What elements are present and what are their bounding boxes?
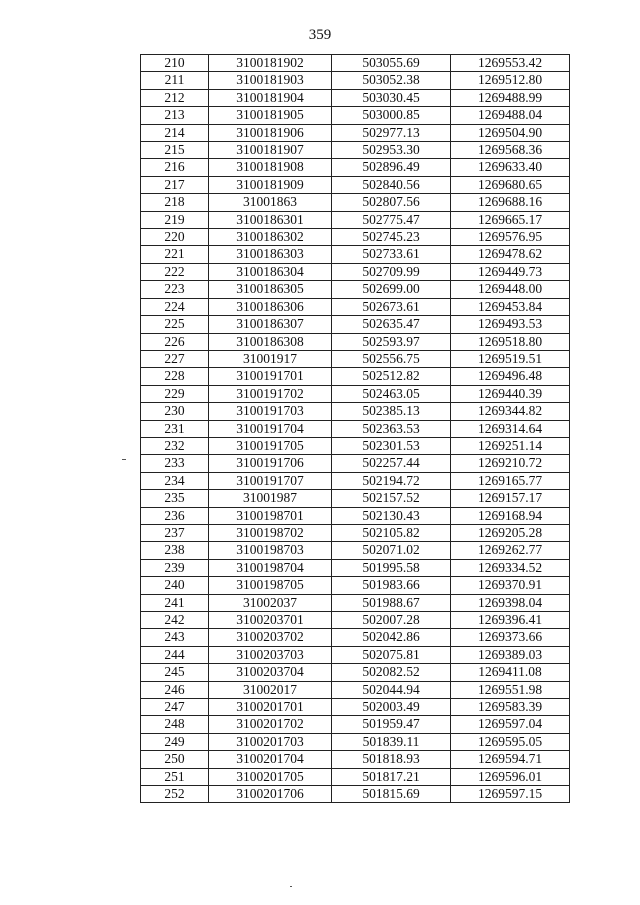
x-coordinate-cell: 502733.61 — [332, 246, 451, 263]
y-coordinate-cell: 1269553.42 — [451, 55, 570, 72]
table-row — [141, 229, 570, 246]
point-id-cell: 3100201704 — [209, 751, 332, 768]
point-number-cell: 215 — [141, 142, 209, 159]
point-number-cell: 218 — [141, 194, 209, 211]
point-number-cell: 217 — [141, 176, 209, 193]
point-number-cell: 248 — [141, 716, 209, 733]
x-coordinate-cell: 502075.81 — [332, 646, 451, 663]
table-row — [141, 263, 570, 280]
table-row — [141, 142, 570, 159]
point-id-cell: 31001917 — [209, 350, 332, 367]
table-row — [141, 420, 570, 437]
point-number-cell: 213 — [141, 107, 209, 124]
x-coordinate-cell: 502007.28 — [332, 612, 451, 629]
point-id-cell: 3100181903 — [209, 72, 332, 89]
point-id-cell: 3100186301 — [209, 211, 332, 228]
x-coordinate-cell: 501983.66 — [332, 577, 451, 594]
table-row — [141, 89, 570, 106]
y-coordinate-cell: 1269594.71 — [451, 751, 570, 768]
x-coordinate-cell: 502673.61 — [332, 298, 451, 315]
point-id-cell: 3100186303 — [209, 246, 332, 263]
x-coordinate-cell: 503030.45 — [332, 89, 451, 106]
y-coordinate-cell: 1269453.84 — [451, 298, 570, 315]
table-row — [141, 437, 570, 454]
y-coordinate-cell: 1269344.82 — [451, 403, 570, 420]
y-coordinate-cell: 1269411.08 — [451, 664, 570, 681]
point-id-cell: 3100198703 — [209, 542, 332, 559]
point-number-cell: 245 — [141, 664, 209, 681]
x-coordinate-cell: 502105.82 — [332, 524, 451, 541]
point-number-cell: 222 — [141, 263, 209, 280]
point-id-cell: 3100198705 — [209, 577, 332, 594]
x-coordinate-cell: 502709.99 — [332, 263, 451, 280]
x-coordinate-cell: 502044.94 — [332, 681, 451, 698]
point-number-cell: 211 — [141, 72, 209, 89]
x-coordinate-cell: 502301.53 — [332, 437, 451, 454]
y-coordinate-cell: 1269551.98 — [451, 681, 570, 698]
table-row — [141, 716, 570, 733]
point-number-cell: 238 — [141, 542, 209, 559]
point-id-cell: 3100201706 — [209, 786, 332, 803]
page-number: 359 — [308, 27, 332, 43]
y-coordinate-cell: 1269596.01 — [451, 768, 570, 785]
y-coordinate-cell: 1269210.72 — [451, 455, 570, 472]
point-number-cell: 212 — [141, 89, 209, 106]
y-coordinate-cell: 1269488.99 — [451, 89, 570, 106]
x-coordinate-cell: 502003.49 — [332, 699, 451, 716]
table-row — [141, 664, 570, 681]
point-number-cell: 230 — [141, 403, 209, 420]
table-row — [141, 490, 570, 507]
table-row — [141, 403, 570, 420]
point-number-cell: 223 — [141, 281, 209, 298]
table-row — [141, 542, 570, 559]
x-coordinate-cell: 502840.56 — [332, 176, 451, 193]
table-row — [141, 699, 570, 716]
point-number-cell: 225 — [141, 316, 209, 333]
point-number-cell: 252 — [141, 786, 209, 803]
x-coordinate-cell: 501959.47 — [332, 716, 451, 733]
point-id-cell: 3100191703 — [209, 403, 332, 420]
table-row — [141, 577, 570, 594]
table-row — [141, 107, 570, 124]
point-number-cell: 229 — [141, 385, 209, 402]
point-number-cell: 234 — [141, 472, 209, 489]
y-coordinate-cell: 1269251.14 — [451, 437, 570, 454]
y-coordinate-cell: 1269493.53 — [451, 316, 570, 333]
y-coordinate-cell: 1269396.41 — [451, 612, 570, 629]
point-number-cell: 241 — [141, 594, 209, 611]
x-coordinate-cell: 502130.43 — [332, 507, 451, 524]
table-row — [141, 385, 570, 402]
table-row — [141, 559, 570, 576]
point-number-cell: 235 — [141, 490, 209, 507]
x-coordinate-cell: 502363.53 — [332, 420, 451, 437]
table-row — [141, 246, 570, 263]
table-row — [141, 786, 570, 803]
y-coordinate-cell: 1269488.04 — [451, 107, 570, 124]
y-coordinate-cell: 1269688.16 — [451, 194, 570, 211]
point-id-cell: 3100191705 — [209, 437, 332, 454]
y-coordinate-cell: 1269680.65 — [451, 176, 570, 193]
point-number-cell: 242 — [141, 612, 209, 629]
y-coordinate-cell: 1269595.05 — [451, 733, 570, 750]
y-coordinate-cell: 1269168.94 — [451, 507, 570, 524]
y-coordinate-cell: 1269334.52 — [451, 559, 570, 576]
x-coordinate-cell: 501817.21 — [332, 768, 451, 785]
x-coordinate-cell: 502463.05 — [332, 385, 451, 402]
table-row — [141, 350, 570, 367]
x-coordinate-cell: 503052.38 — [332, 72, 451, 89]
x-coordinate-cell: 502157.52 — [332, 490, 451, 507]
table-row — [141, 612, 570, 629]
point-id-cell: 3100203704 — [209, 664, 332, 681]
y-coordinate-cell: 1269512.80 — [451, 72, 570, 89]
point-id-cell: 3100181902 — [209, 55, 332, 72]
table-row — [141, 55, 570, 72]
point-id-cell: 3100198701 — [209, 507, 332, 524]
y-coordinate-cell: 1269262.77 — [451, 542, 570, 559]
point-id-cell: 3100203703 — [209, 646, 332, 663]
point-id-cell: 3100181904 — [209, 89, 332, 106]
table-row — [141, 194, 570, 211]
table-row — [141, 316, 570, 333]
y-coordinate-cell: 1269448.00 — [451, 281, 570, 298]
point-number-cell: 226 — [141, 333, 209, 350]
x-coordinate-cell: 501815.69 — [332, 786, 451, 803]
table-row — [141, 211, 570, 228]
scan-mark — [290, 886, 292, 887]
table-row — [141, 733, 570, 750]
table-row — [141, 159, 570, 176]
point-id-cell: 3100203702 — [209, 629, 332, 646]
point-id-cell: 3100181908 — [209, 159, 332, 176]
x-coordinate-cell: 502953.30 — [332, 142, 451, 159]
y-coordinate-cell: 1269633.40 — [451, 159, 570, 176]
y-coordinate-cell: 1269597.04 — [451, 716, 570, 733]
table-row — [141, 594, 570, 611]
y-coordinate-cell: 1269568.36 — [451, 142, 570, 159]
x-coordinate-cell: 502775.47 — [332, 211, 451, 228]
point-id-cell: 31001987 — [209, 490, 332, 507]
y-coordinate-cell: 1269373.66 — [451, 629, 570, 646]
table-row — [141, 368, 570, 385]
point-number-cell: 228 — [141, 368, 209, 385]
x-coordinate-cell: 502512.82 — [332, 368, 451, 385]
y-coordinate-cell: 1269519.51 — [451, 350, 570, 367]
x-coordinate-cell: 502071.02 — [332, 542, 451, 559]
point-number-cell: 236 — [141, 507, 209, 524]
table-row — [141, 176, 570, 193]
table-row — [141, 72, 570, 89]
y-coordinate-cell: 1269314.64 — [451, 420, 570, 437]
y-coordinate-cell: 1269440.39 — [451, 385, 570, 402]
table-row — [141, 281, 570, 298]
point-number-cell: 220 — [141, 229, 209, 246]
point-id-cell: 3100181905 — [209, 107, 332, 124]
table-row — [141, 524, 570, 541]
point-id-cell: 3100186304 — [209, 263, 332, 280]
y-coordinate-cell: 1269478.62 — [451, 246, 570, 263]
table-row — [141, 681, 570, 698]
point-number-cell: 250 — [141, 751, 209, 768]
point-number-cell: 216 — [141, 159, 209, 176]
x-coordinate-cell: 501839.11 — [332, 733, 451, 750]
point-number-cell: 210 — [141, 55, 209, 72]
point-number-cell: 246 — [141, 681, 209, 698]
y-coordinate-cell: 1269370.91 — [451, 577, 570, 594]
point-number-cell: 247 — [141, 699, 209, 716]
point-id-cell: 3100181906 — [209, 124, 332, 141]
y-coordinate-cell: 1269496.48 — [451, 368, 570, 385]
y-coordinate-cell: 1269665.17 — [451, 211, 570, 228]
x-coordinate-cell: 502194.72 — [332, 472, 451, 489]
point-id-cell: 3100186307 — [209, 316, 332, 333]
point-id-cell: 3100201701 — [209, 699, 332, 716]
table-row — [141, 629, 570, 646]
x-coordinate-cell: 502556.75 — [332, 350, 451, 367]
point-id-cell: 3100191702 — [209, 385, 332, 402]
y-coordinate-cell: 1269583.39 — [451, 699, 570, 716]
y-coordinate-cell: 1269518.80 — [451, 333, 570, 350]
point-number-cell: 251 — [141, 768, 209, 785]
point-id-cell: 3100181909 — [209, 176, 332, 193]
point-number-cell: 243 — [141, 629, 209, 646]
table-row — [141, 507, 570, 524]
point-number-cell: 232 — [141, 437, 209, 454]
point-id-cell: 3100201705 — [209, 768, 332, 785]
x-coordinate-cell: 502977.13 — [332, 124, 451, 141]
x-coordinate-cell: 501818.93 — [332, 751, 451, 768]
point-id-cell: 3100191704 — [209, 420, 332, 437]
y-coordinate-cell: 1269389.03 — [451, 646, 570, 663]
coordinates-table — [140, 54, 570, 803]
table-row — [141, 646, 570, 663]
point-id-cell: 31002037 — [209, 594, 332, 611]
x-coordinate-cell: 503055.69 — [332, 55, 451, 72]
y-coordinate-cell: 1269165.77 — [451, 472, 570, 489]
x-coordinate-cell: 503000.85 — [332, 107, 451, 124]
x-coordinate-cell: 502593.97 — [332, 333, 451, 350]
point-id-cell: 31001863 — [209, 194, 332, 211]
point-id-cell: 3100186306 — [209, 298, 332, 315]
x-coordinate-cell: 502699.00 — [332, 281, 451, 298]
coordinates-table-body — [141, 55, 570, 803]
x-coordinate-cell: 502807.56 — [332, 194, 451, 211]
y-coordinate-cell: 1269398.04 — [451, 594, 570, 611]
point-id-cell: 3100191706 — [209, 455, 332, 472]
y-coordinate-cell: 1269504.90 — [451, 124, 570, 141]
table-row — [141, 124, 570, 141]
y-coordinate-cell: 1269597.15 — [451, 786, 570, 803]
point-number-cell: 240 — [141, 577, 209, 594]
x-coordinate-cell: 501995.58 — [332, 559, 451, 576]
point-number-cell: 224 — [141, 298, 209, 315]
point-number-cell: 237 — [141, 524, 209, 541]
point-number-cell: 231 — [141, 420, 209, 437]
x-coordinate-cell: 502385.13 — [332, 403, 451, 420]
x-coordinate-cell: 502896.49 — [332, 159, 451, 176]
y-coordinate-cell: 1269205.28 — [451, 524, 570, 541]
point-id-cell: 3100201703 — [209, 733, 332, 750]
y-coordinate-cell: 1269449.73 — [451, 263, 570, 280]
table-row — [141, 455, 570, 472]
point-id-cell: 3100181907 — [209, 142, 332, 159]
x-coordinate-cell: 501988.67 — [332, 594, 451, 611]
table-row — [141, 333, 570, 350]
x-coordinate-cell: 502257.44 — [332, 455, 451, 472]
table-row — [141, 751, 570, 768]
x-coordinate-cell: 502745.23 — [332, 229, 451, 246]
point-number-cell: 227 — [141, 350, 209, 367]
point-id-cell: 3100186302 — [209, 229, 332, 246]
point-id-cell: 3100203701 — [209, 612, 332, 629]
point-number-cell: 219 — [141, 211, 209, 228]
point-id-cell: 3100198702 — [209, 524, 332, 541]
y-coordinate-cell: 1269576.95 — [451, 229, 570, 246]
y-coordinate-cell: 1269157.17 — [451, 490, 570, 507]
point-id-cell: 3100186308 — [209, 333, 332, 350]
point-id-cell: 3100201702 — [209, 716, 332, 733]
x-coordinate-cell: 502042.86 — [332, 629, 451, 646]
point-id-cell: 3100191701 — [209, 368, 332, 385]
point-number-cell: 239 — [141, 559, 209, 576]
point-id-cell: 3100191707 — [209, 472, 332, 489]
table-row — [141, 472, 570, 489]
point-id-cell: 3100198704 — [209, 559, 332, 576]
scan-mark — [122, 459, 126, 460]
x-coordinate-cell: 502635.47 — [332, 316, 451, 333]
point-number-cell: 244 — [141, 646, 209, 663]
point-number-cell: 249 — [141, 733, 209, 750]
table-row — [141, 768, 570, 785]
table-row — [141, 298, 570, 315]
point-id-cell: 31002017 — [209, 681, 332, 698]
point-number-cell: 233 — [141, 455, 209, 472]
x-coordinate-cell: 502082.52 — [332, 664, 451, 681]
point-number-cell: 214 — [141, 124, 209, 141]
point-id-cell: 3100186305 — [209, 281, 332, 298]
point-number-cell: 221 — [141, 246, 209, 263]
